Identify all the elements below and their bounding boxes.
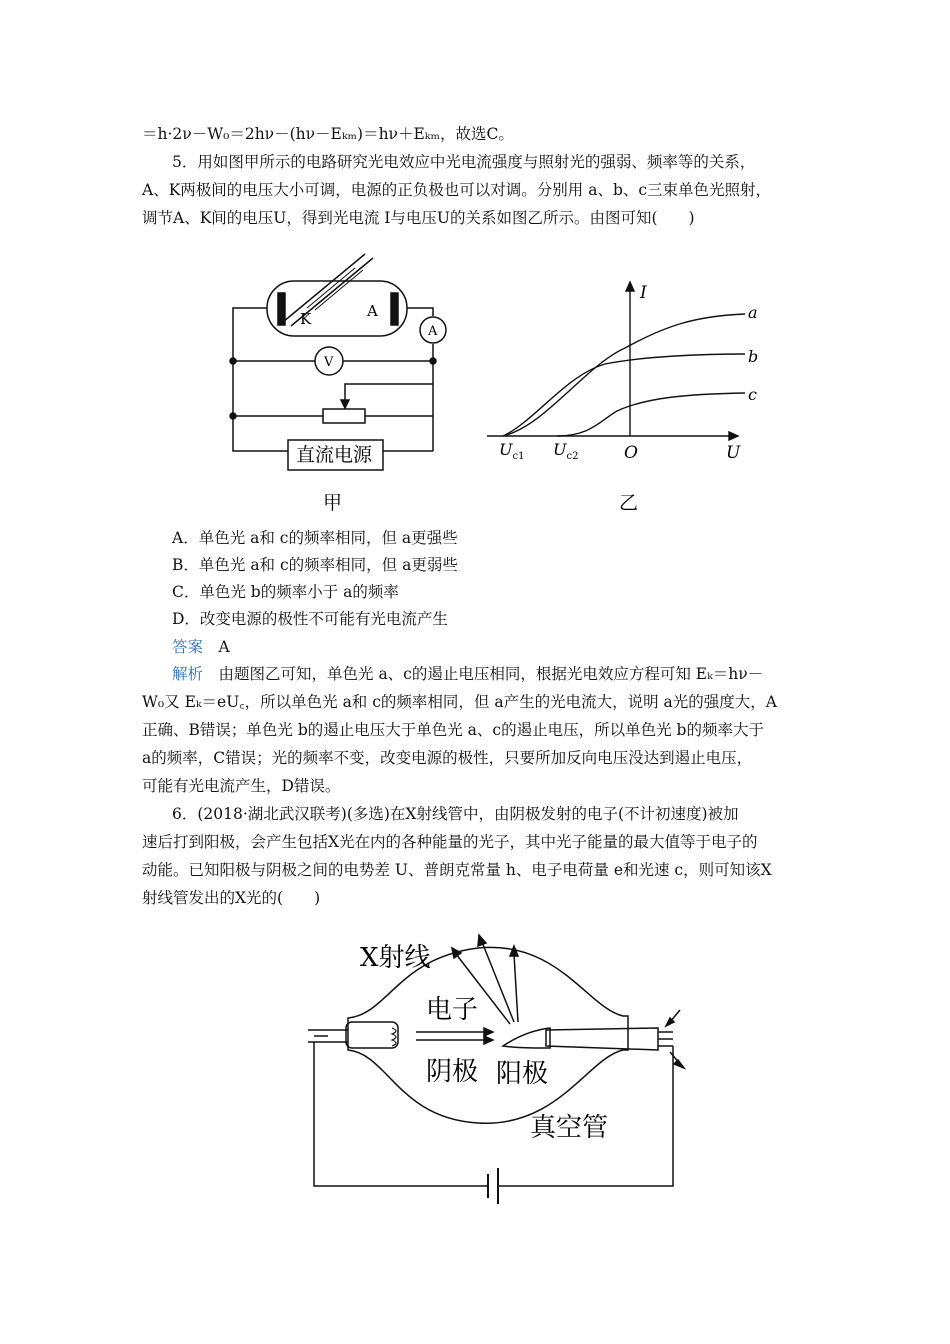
uc2-label: $U_{c2}$ — [553, 440, 579, 462]
ammeter-label: A — [428, 324, 438, 339]
electron-label: 电子 — [426, 995, 479, 1025]
answer-line — [172, 637, 230, 657]
question-6-line-4: 射线管发出的X光的( ) — [142, 889, 321, 907]
cathode-cylinder — [346, 1022, 398, 1048]
vacuum-tube-label: 真空管 — [530, 1113, 609, 1143]
prev-answer-line: ＝h·2ν－W₀＝2hν－(hν－Eₖₘ)＝hν＋Eₖₘ，故选C。 — [142, 125, 514, 143]
question-5-line-1: 5．用如图甲所示的电路研究光电效应中光电流强度与照射光的强弱、频率等的关系， — [172, 153, 756, 171]
label-A: A — [367, 302, 378, 320]
option-a: A．单色光 a和 c的频率相同，但 a更强些 — [172, 529, 458, 547]
explanation-line-4: a的频率，C错误；光的频率不变，改变电源的极性，只要所加反向电压没达到遏止电压， — [142, 749, 753, 767]
source-label: 直流电源 — [296, 444, 373, 466]
curve-b — [503, 354, 745, 436]
iu-graph — [487, 282, 745, 440]
explanation-line-1: 解析 由题图乙可知，单色光 a、c的遏止电压相同，根据光电效应方程可知 Eₖ＝hν－ — [172, 665, 764, 683]
circuit-diagram — [230, 254, 446, 470]
answer-label: 答案 — [172, 638, 204, 656]
option-b: B．单色光 a和 c的频率相同，但 a更弱些 — [172, 556, 458, 574]
photoelectric-figure — [205, 236, 777, 523]
cathode-plate — [278, 293, 285, 325]
curve-c-label: c — [748, 385, 757, 404]
cathode-label: 阴极 — [426, 1057, 479, 1087]
axis-I-label: I — [640, 283, 647, 303]
anode-rod — [546, 1028, 658, 1050]
voltmeter-label: V — [324, 355, 334, 370]
explanation-line-2: W₀又 Eₖ＝eU꜀，所以单色光 a和 c的频率相同，但 a产生的光电流大，说明 a光的强度大，A — [142, 693, 777, 711]
photo-tube — [267, 281, 407, 336]
axis-U-label: U — [726, 443, 741, 463]
question-6-line-3: 动能。已知阳极与阴极之间的电势差 U、普朗克常量 h、电子电荷量 e和光速 c，则可知该X — [142, 861, 772, 879]
explanation-line-5: 可能有光电流产生，D错误。 — [142, 777, 341, 795]
curve-b-label: b — [748, 347, 759, 366]
question-6-line-1: 6．(2018·湖北武汉联考)(多选)在X射线管中，由阴极发射的电子(不计初速度)被加 — [172, 805, 739, 823]
question-6-line-2: 速后打到阳极，会产生包括X光在内的各种能量的光子，其中光子能量的最大值等于电子的 — [142, 833, 758, 851]
anode-label: 阳极 — [496, 1059, 549, 1089]
caption-jia: 甲 — [323, 492, 343, 514]
explanation-line-3: 正确、B错误；单色光 b的遏止电压大于单色光 a、c的遏止电压，所以单色光 b的频率大于 — [142, 721, 764, 739]
uc1-label: $U_{c1}$ — [499, 440, 525, 462]
option-d: D．改变电源的极性不可能有光电流产生 — [172, 610, 448, 628]
xray-label: X射线 — [360, 943, 431, 973]
question-5-line-3: 调节A、K间的电压U，得到光电流 I与电压U的关系如图乙所示。由图可知( ) — [142, 209, 695, 227]
anode-plate — [391, 293, 398, 325]
label-K: K — [300, 310, 312, 328]
vacuum-bulb — [348, 947, 628, 1123]
anode-tip — [503, 1028, 550, 1048]
curve-c — [557, 393, 745, 436]
xray-tube-figure — [288, 918, 708, 1218]
caption-yi: 乙 — [619, 492, 639, 514]
question-5-line-2: A、K两极间的电压大小可调，电源的正负极也可以对调。分别用 a、b、c三束单色光照射， — [142, 181, 772, 199]
curve-a-label: a — [748, 303, 758, 322]
explanation-label: 解析 — [172, 665, 204, 683]
answer-value: A — [218, 638, 230, 656]
option-c: C．单色光 b的频率小于 a的频率 — [172, 583, 399, 601]
origin-label: O — [624, 443, 638, 463]
curve-a — [503, 314, 745, 436]
